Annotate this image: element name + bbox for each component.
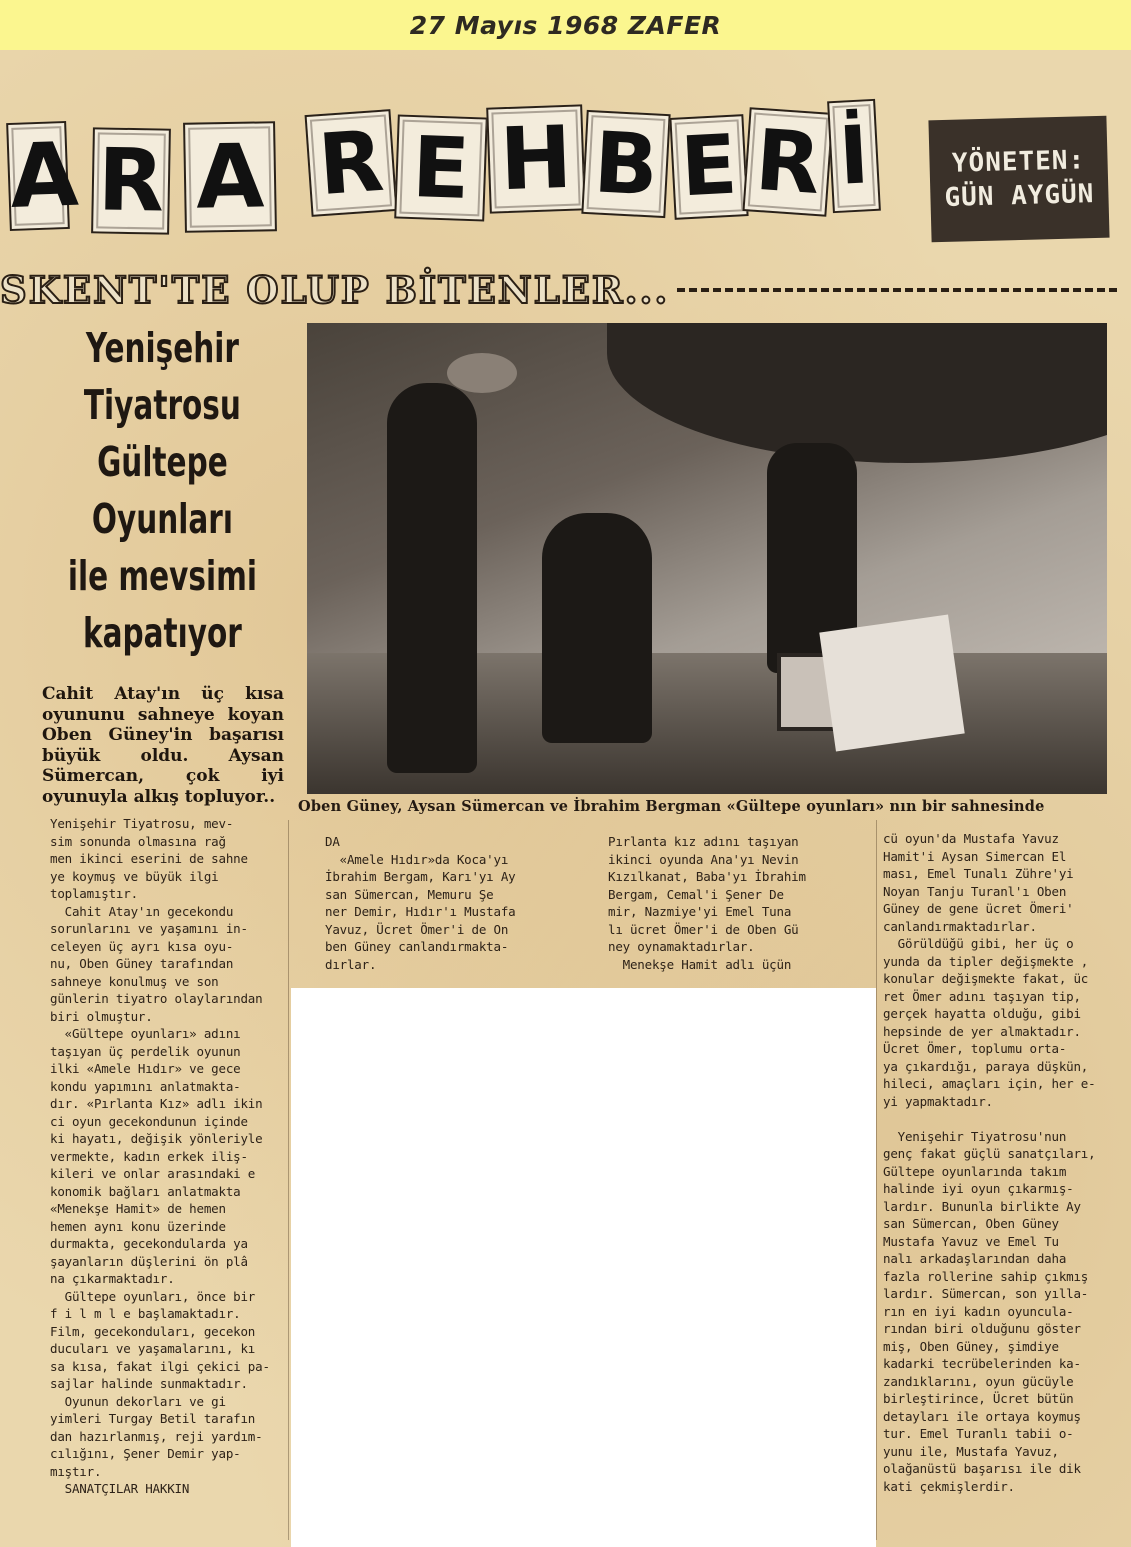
photo-prop-board bbox=[819, 615, 964, 752]
photo-figure-center bbox=[542, 513, 652, 743]
headline-line: Tiyatrosu bbox=[83, 381, 241, 429]
masthead-letter: R bbox=[91, 127, 171, 234]
headline-line: Gültepe bbox=[97, 438, 228, 486]
masthead-letter: İ bbox=[827, 99, 881, 213]
article-headline bbox=[40, 320, 285, 662]
masthead-letter: R bbox=[742, 107, 833, 217]
blank-area bbox=[291, 988, 876, 1547]
masthead-letter: R bbox=[305, 109, 398, 217]
date-label: 27 Mayıs 1968 ZAFER bbox=[409, 10, 722, 40]
article-column-4: cü oyun'da Mustafa Yavuz Hamit'i Aysan Simercan El ması, Emel Tunalı Zühre'yi Noyan Tanju Turanl'ı Oben Güney de gene ücret Ömeri' canlandırmaktadırlar. Görüldüğü gibi, her üç o yunda da tipler değişmekte , konular değişmekte fakat, üc ret Ömer adını taşıyan tip, gerçek hayatta olduğu, gibi hepsinde de yer almaktadır. Ücret Ömer, toplumu orta- ya çıkardığı, paraya düşkün, hileci, amaçları için, her e- yi yapmaktadır. Yenişehir Tiyatrosu'nun genç fakat güçlü sanatçıları, Gültepe oyunlarında takım halinde iyi oyun çıkarmış- lardır. Bununla birlikte Ay san Sümercan, Oben Güney Mustafa Yavuz ve Emel Tu nalı arkadaşlarından daha fazla rollerine sahip çıkmış lardır. Sümercan, son yılla- rın en iyi kadın oyuncula- rından biri olduğunu göster miş, Oben Güney, şimdiye kadarki tecrübelerinden ka- zandıklarını, oyun gücüyle birleştirince, Ücret bütün detayları ile ortaya koymuş tur. Emel Turanlı tabii o- yunu ile, Mustafa Yavuz, olağanüstü başarısı ile dik kati çekmişlerdir. bbox=[883, 831, 1096, 1494]
photo-caption: Oben Güney, Aysan Sümercan ve İbrahim Bergman «Gültepe oyunları» nın bir sahnesinde bbox=[298, 798, 1045, 815]
stage-photo bbox=[307, 323, 1107, 794]
headline-line: kapatıyor bbox=[82, 609, 242, 657]
headline-line: Yenişehir bbox=[85, 324, 239, 372]
headline-line: ile mevsimi bbox=[67, 552, 257, 600]
masthead-letter: B bbox=[581, 110, 670, 218]
headline-line: Oyunları bbox=[91, 495, 233, 543]
date-banner bbox=[0, 0, 1131, 50]
article-column-3: Pırlanta kız adını taşıyan ikinci oyunda Ana'yı Nevin Kızılkanat, Baba'yı İbrahim Bergam, Cemal'i Şener De mir, Nazmiye'yi Emel Tuna lı ücret Ömer'i de Oben Gü ney oynamaktadırlar. Menekşe Hamit adlı üçün bbox=[608, 834, 806, 972]
column-divider bbox=[876, 820, 877, 1540]
masthead-letter: H bbox=[486, 104, 586, 213]
section-strip bbox=[0, 266, 1131, 314]
column-divider bbox=[288, 820, 289, 1540]
photo-figure-hat bbox=[447, 353, 517, 393]
masthead-letter: E bbox=[394, 114, 488, 221]
article-column-2: DA «Amele Hıdır»da Koca'yı İbrahim Bergam, Karı'yı Ay san Sümercan, Memuru Şe ner Demir, Hıdır'ı Mustafa Yavuz, Ücret Ömer'i de On ben Güney canlandırmakta- dırlar. bbox=[325, 834, 516, 972]
masthead bbox=[0, 98, 880, 263]
byline-role: YÖNETEN: bbox=[951, 145, 1086, 179]
section-title: SKENT'TE OLUP BİTENLER... bbox=[0, 268, 670, 312]
masthead-letter: E bbox=[669, 114, 748, 220]
byline-name: GÜN AYGÜN bbox=[944, 179, 1095, 213]
article-lede: Cahit Atay'ın üç kısa oyununu sahneye koyan Oben Güney'in başarısı büyük oldu. Aysan Sümercan, çok iyi oyunuyla alkış topluyor.. bbox=[42, 684, 284, 807]
photo-figure-left bbox=[387, 383, 477, 773]
masthead-letter: A bbox=[183, 121, 277, 233]
article-column-1: Yenişehir Tiyatrosu, mev- sim sonunda olmasına rağ men ikinci eserini de sahne ye koymuş ve büyük ilgi toplamıştır. Cahit Atay'ın gecekondu sorunlarını ve yaşamını in- celeyen üç ayrı kısa oyu- nu, Oben Güney tarafından sahneye konulmuş ve son günlerin tiyatro olaylarından biri olmuştur. «Gültepe oyunları» adını taşıyan üç perdelik oyunun ilki «Amele Hıdır» ve gece kondu yapımını anlatmakta- dır. «Pırlanta Kız» adlı ikin ci oyun gecekondunun içinde ki hayatı, değişik yönleriyle vermekte, kadın erkek iliş- kileri ve onlar arasındaki e konomik bağları anlatmakta «Menekşe Hamit» de hemen hemen aynı konu üzerinde durmakta, gecekondularda ya şayanların düşlerini ön plâ na çıkarmaktadır. Gültepe oyunları, önce bir f i l m l e başlamaktadır. Film, gecekonduları, gecekon ducuları ve yaşamalarını, kı sa kısa, fakat ilgi çekici pa- sajlar halinde sunmaktadır. Oyunun dekorları ve gi yimleri Turgay Betil tarafın dan hazırlanmış, reji yardım- cılığını, Şener Demir yap- mıştır. SANATÇILAR HAKKIN bbox=[50, 816, 270, 1496]
section-rule bbox=[677, 288, 1117, 292]
byline-box bbox=[928, 116, 1109, 243]
masthead-letter: A bbox=[6, 121, 70, 231]
